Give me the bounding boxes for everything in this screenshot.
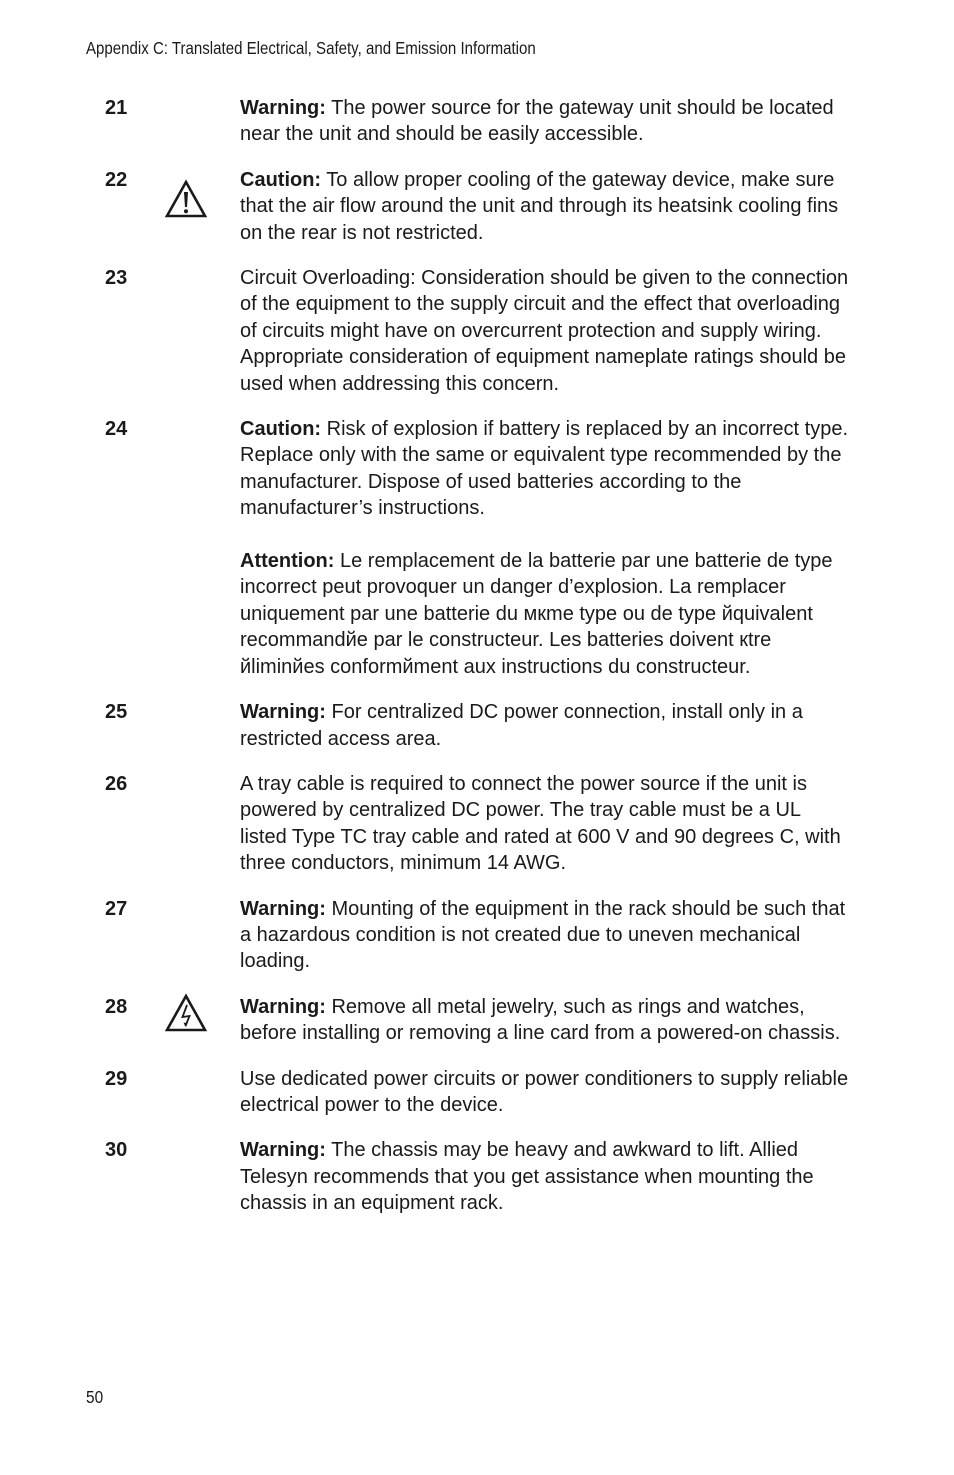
item-text: The power source for the gateway unit should be located near the unit and should be easily accessible. <box>240 97 834 146</box>
item-body <box>240 265 852 397</box>
item-number: 26 <box>105 772 128 795</box>
item-paragraph <box>240 416 852 522</box>
item-body <box>240 699 852 752</box>
item-paragraph <box>240 167 852 246</box>
item-text: For centralized DC power connection, install only in a restricted access area. <box>240 701 803 750</box>
item-body <box>240 167 852 246</box>
item-label: Attention: <box>240 550 335 573</box>
item-text: The chassis may be heavy and awkward to lift. Allied Telesyn recommends that you get assistance when mounting the chassis in an equipment rack. <box>240 1139 814 1215</box>
safety-item <box>0 699 954 752</box>
safety-item <box>0 95 954 148</box>
item-paragraph <box>240 699 852 752</box>
item-paragraph <box>240 896 852 975</box>
item-paragraph <box>240 994 852 1047</box>
item-text: Remove all metal jewelry, such as rings and watches, before installing or removing a line card from a powered-on chassis. <box>240 995 841 1045</box>
item-number: 22 <box>105 168 128 191</box>
item-paragraph <box>240 771 852 877</box>
item-body <box>240 416 852 680</box>
item-label: Warning: <box>240 897 326 920</box>
safety-item <box>0 265 954 397</box>
item-body <box>240 994 852 1047</box>
item-paragraph <box>240 265 852 397</box>
item-number: 29 <box>105 1067 128 1090</box>
item-body <box>240 95 852 148</box>
item-text: Mounting of the equipment in the rack should be such that a hazardous condition is not created due to uneven mechanical loading. <box>240 897 846 973</box>
electrical-hazard-icon <box>164 993 208 1033</box>
item-label: Warning: <box>240 995 326 1018</box>
warning-triangle-icon <box>164 179 208 219</box>
safety-item-list <box>0 95 954 1236</box>
item-body <box>240 1137 852 1216</box>
item-text: Risk of explosion if battery is replaced by an incorrect type. Replace only with the same or equivalent type recommended by the manufacturer. Dispose of used batteries according to the manufacturer’s instructions. <box>240 418 849 520</box>
item-paragraph <box>240 95 852 148</box>
safety-item <box>0 167 954 246</box>
item-number: 24 <box>105 418 128 441</box>
item-paragraph-french <box>240 548 852 680</box>
item-number: 30 <box>105 1139 128 1162</box>
item-text: To allow proper cooling of the gateway device, make sure that the air flow around the unit and through its heatsink cooling fins on the rear is not restricted. <box>240 168 839 244</box>
item-text: Use dedicated power circuits or power conditioners to supply reliable electrical power to the device. <box>240 1067 849 1116</box>
safety-item <box>0 994 954 1047</box>
item-text: Circuit Overloading: Consideration should be given to the connection of the equipment to the supply circuit and the effect that overloading of circuits might have on overcurrent protection and supply wiring. Appropriate consideration of equipment nameplate ratings should be used when addressing this concern. <box>240 267 849 395</box>
item-number: 28 <box>105 995 128 1018</box>
safety-item <box>0 1137 954 1216</box>
item-text: Le remplacement de la batterie par une batterie de type incorrect peut provoquer un danger d’explosion. La remplacer uniquement par une batterie du мкme type ou de type йquivalent recommandйe par le constructeur. Les batteries doivent кtre йliminйes conformйment aux instructions du constructeur. <box>240 550 833 678</box>
item-number: 23 <box>105 267 128 290</box>
item-body <box>240 1066 852 1119</box>
item-label: Warning: <box>240 97 326 119</box>
item-body <box>240 896 852 975</box>
safety-item <box>0 1066 954 1119</box>
running-head: Appendix C: Translated Electrical, Safety, and Emission Information <box>86 38 536 58</box>
item-number: 25 <box>105 701 128 724</box>
item-label: Caution: <box>240 418 322 441</box>
item-paragraph <box>240 1066 852 1119</box>
item-paragraph <box>240 1137 852 1216</box>
item-label: Warning: <box>240 701 326 724</box>
item-body <box>240 771 852 877</box>
item-label: Caution: <box>240 168 322 191</box>
safety-item <box>0 771 954 877</box>
item-number: 27 <box>105 897 128 920</box>
safety-item <box>0 416 954 680</box>
item-number: 21 <box>105 97 128 119</box>
item-text: A tray cable is required to connect the power source if the unit is powered by centralized DC power. The tray cable must be a UL listed Type TC tray cable and rated at 600 V and 90 degrees C, with three conductors, minimum 14 AWG. <box>240 772 841 875</box>
safety-item <box>0 896 954 975</box>
page-number: 50 <box>86 1387 104 1407</box>
item-label: Warning: <box>240 1139 326 1162</box>
